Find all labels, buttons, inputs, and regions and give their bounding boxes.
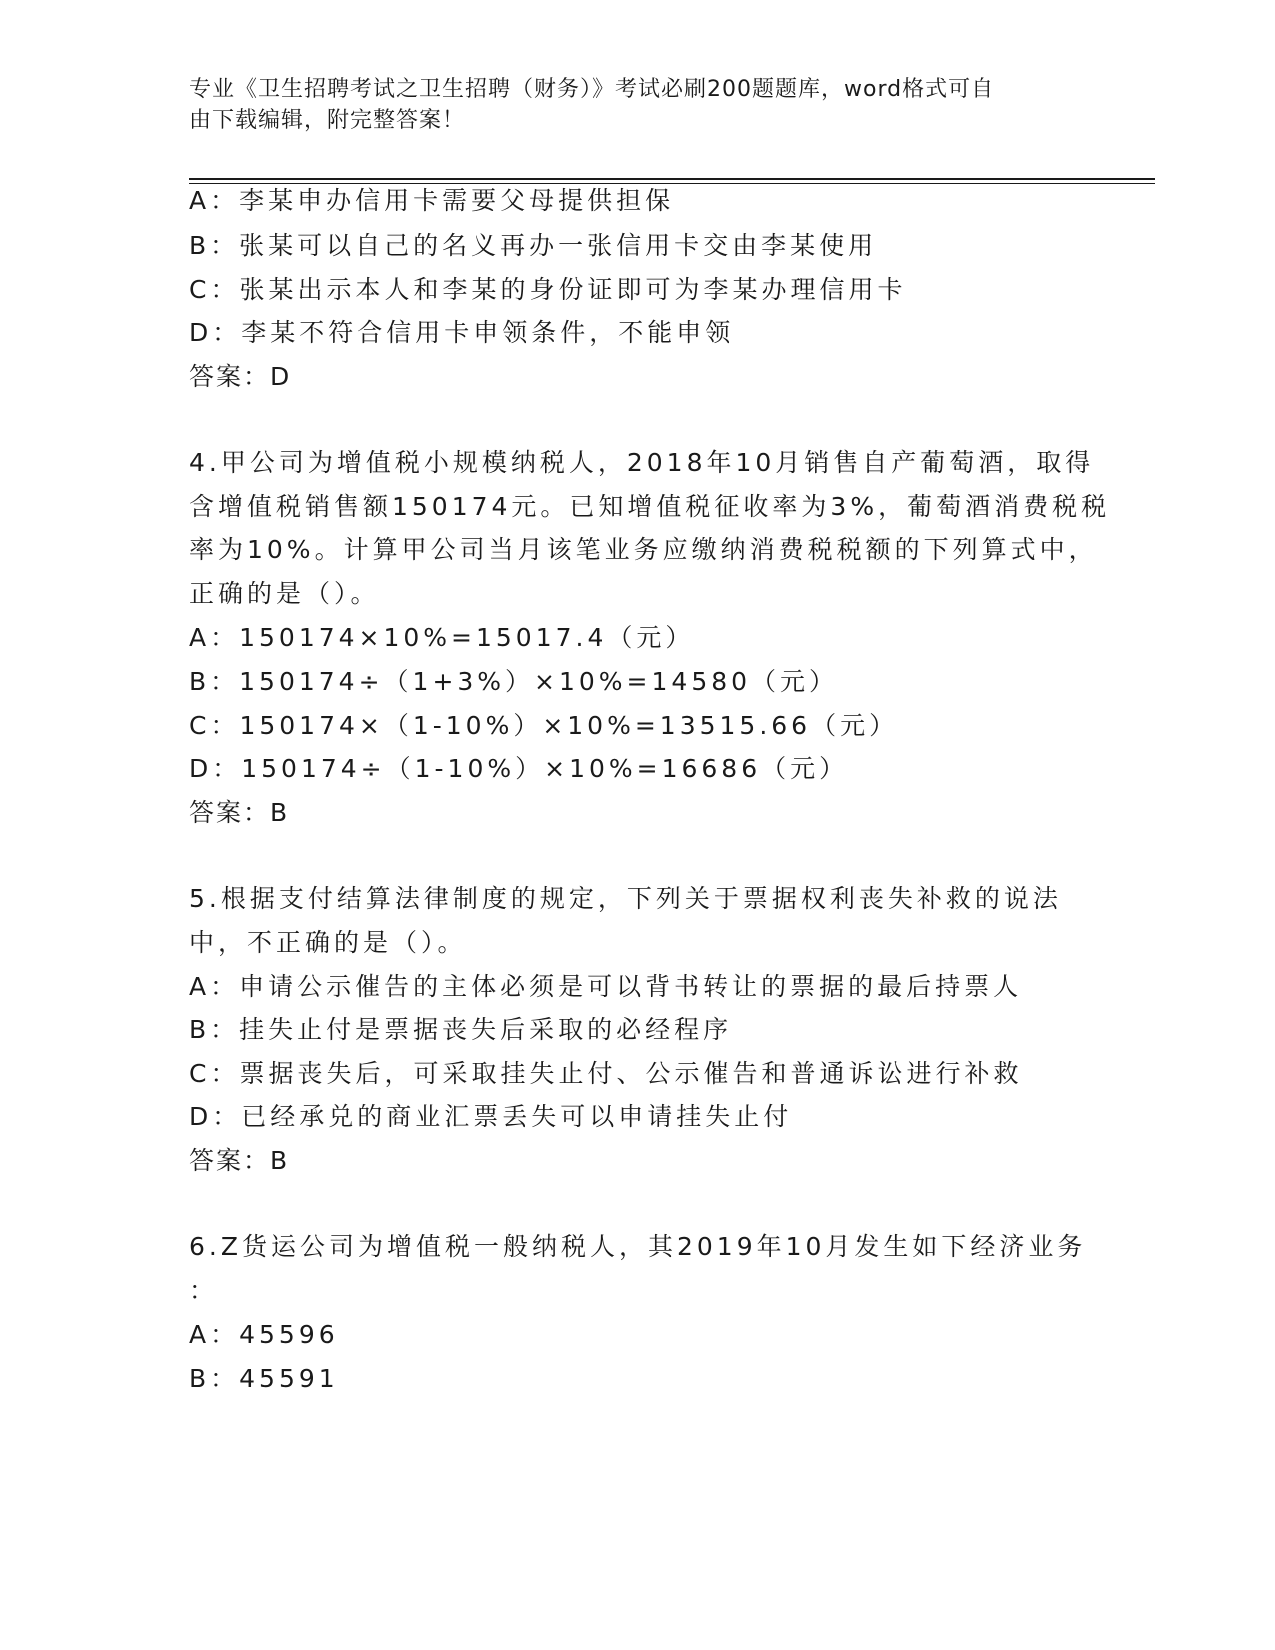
q3-option-c: C：张某出示本人和李某的身份证即可为李某办理信用卡 [189, 275, 907, 304]
q4-option-c: C：150174×（1-10%）×10%=13515.66（元） [189, 711, 899, 740]
q5-option-a: A：申请公示催告的主体必须是可以背书转让的票据的最后持票人 [189, 972, 1023, 1001]
q3-option-a: A：李某申办信用卡需要父母提供担保 [189, 186, 675, 215]
header-divider-thin [189, 183, 1155, 184]
q5-option-b: B：挂失止付是票据丧失后采取的必经程序 [189, 1015, 733, 1044]
q4-stem-line-2: 含增值税销售额150174元。已知增值税征收率为3%，葡萄酒消费税税 [189, 492, 1111, 521]
q4-stem-line-4: 正确的是（）。 [189, 579, 380, 608]
q3-answer: 答案：D [189, 362, 292, 391]
q5-answer: 答案：B [189, 1146, 290, 1175]
document-header [189, 74, 1089, 136]
q6-stem-line-1: 6.Z货运公司为增值税一般纳税人，其2019年10月发生如下经济业务 [189, 1232, 1087, 1261]
q4-option-a: A：150174×10%=15017.4（元） [189, 623, 695, 652]
q5-option-d: D：已经承兑的商业汇票丢失可以申请挂失止付 [189, 1102, 793, 1131]
q4-stem-line-1: 4.甲公司为增值税小规模纳税人，2018年10月销售自产葡萄酒，取得 [189, 448, 1095, 477]
q6-option-a: A：45596 [189, 1320, 339, 1349]
q4-answer: 答案：B [189, 798, 290, 827]
header-line-2: 由下载编辑，附完整答案！ [189, 108, 466, 133]
q4-stem-line-3: 率为10%。计算甲公司当月该笔业务应缴纳消费税税额的下列算式中， [189, 535, 1098, 564]
q4-option-d: D：150174÷（1-10%）×10%=16686（元） [189, 754, 849, 783]
q3-option-d: D：李某不符合信用卡申领条件，不能申领 [189, 318, 735, 347]
q5-stem-line-2: 中，不正确的是（）。 [189, 928, 467, 957]
header-line-1: 专业《卫生招聘考试之卫生招聘（财务）》考试必刷200题题库，word格式可自 [189, 77, 995, 102]
q5-stem-line-1: 5.根据支付结算法律制度的规定，下列关于票据权利丧失补救的说法 [189, 884, 1062, 913]
q4-option-b: B：150174÷（1+3%）×10%=14580（元） [189, 667, 839, 696]
header-divider-thick [189, 178, 1155, 180]
q6-stem-line-2: ： [189, 1276, 219, 1305]
q6-option-b: B：45591 [189, 1364, 339, 1393]
q5-option-c: C：票据丧失后，可采取挂失止付、公示催告和普通诉讼进行补救 [189, 1059, 1023, 1088]
q3-option-b: B：张某可以自己的名义再办一张信用卡交由李某使用 [189, 231, 878, 260]
